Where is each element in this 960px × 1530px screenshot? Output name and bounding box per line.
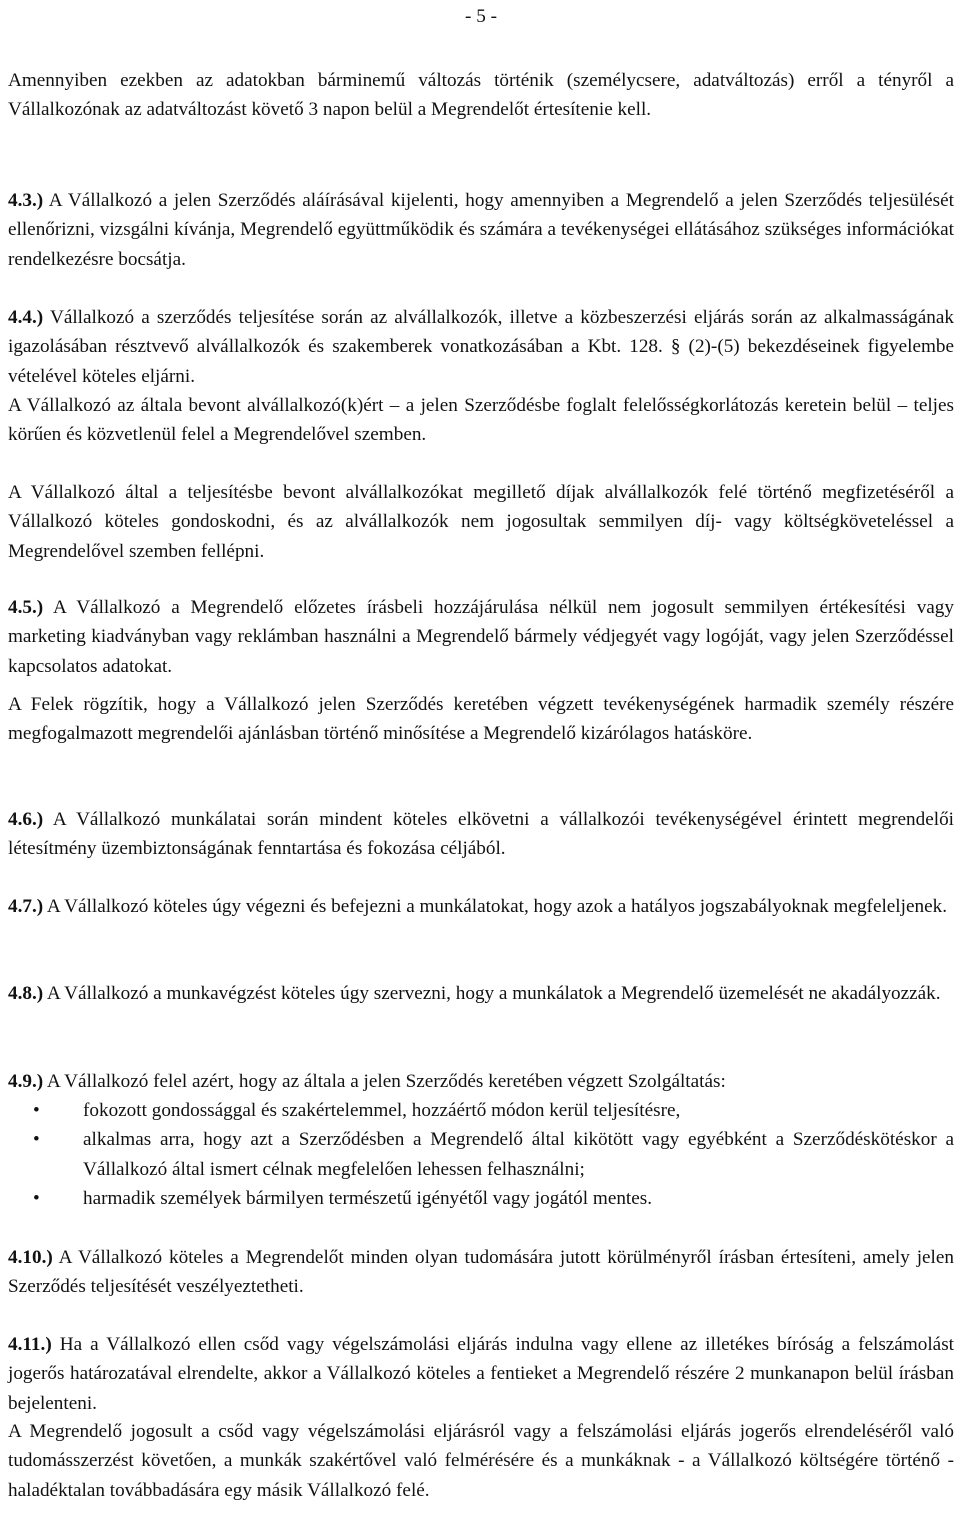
paragraph-text: Ha a Vállalkozó ellen csőd vagy végelszámolási eljárás indulna vagy ellene az illetékes bíróság a felszámolást jogerős határozatával elrendelte, akkor a Vállalkozó köteles a fentieket a Megrendelő részére 2 munkanapon belül írásban bejelenteni. [8, 1334, 954, 1414]
paragraph-4-6 [8, 805, 954, 864]
paragraph-text: A Felek rögzítik, hogy a Vállalkozó jelen Szerződés keretében végzett tevékenységének harmadik személy részére megfogalmazott megrendelői ajánlásban történő minősítése a Megrendelő kizárólagos hatásköre. [8, 694, 954, 745]
section-number: 4.8.) [8, 983, 44, 1004]
paragraph-text: Vállalkozó a szerződés teljesítése során az alvállalkozók, illetve a közbeszerzési eljárás során az alkalmasságának igazolásában résztvevő alvállalkozók és szakemberek vonatkozásában a Kbt. 128. § (2)-(5) bekezdéseinek figyelembe vételével köteles eljárni. [8, 307, 954, 387]
paragraph-4-8 [8, 979, 954, 1008]
paragraph-text: A Vállalkozó a munkavégzést köteles úgy szervezni, hogy a munkálatok a Megrendelő üzemelését ne akadályozzák. [43, 983, 941, 1004]
section-number: 4.6.) [8, 809, 44, 830]
paragraph-4-7 [8, 892, 954, 921]
bullet-list [8, 1096, 954, 1213]
paragraph-4-3 [8, 186, 954, 274]
paragraph-data-change [8, 66, 954, 125]
paragraph-text: A Vállalkozó által a teljesítésbe bevont alvállalkozókat megillető díjak alvállalkozók felé történő megfizetéséről a Vállalkozó köteles gondoskodni, és az alvállalkozók nem jogosultak semmilyen díj- vagy költségköveteléssel a Megrendelővel szemben fellépni. [8, 482, 954, 562]
paragraph-text: A Vállalkozó a jelen Szerződés aláírásával kijelenti, hogy amennyiben a Megrendelő a jelen Szerződés teljesülését ellenőrizni, vizsgálni kívánja, Megrendelő együttműködik és számára a tevékenységei ellátásához szükséges információkat rendelkezésre bocsátja. [8, 190, 954, 270]
paragraph-4-5 [8, 593, 954, 681]
paragraph-text: Amennyiben ezekben az adatokban bárminemű változás történik (személycsere, adatváltozás) erről a tényről a Vállalkozónak az adatváltozást követő 3 napon belül a Megrendelőt értesítenie kell. [8, 70, 954, 121]
section-number: 4.10.) [8, 1247, 53, 1268]
paragraph-subcontractor-fees [8, 478, 954, 566]
paragraph-4-10 [8, 1243, 954, 1302]
section-number: 4.3.) [8, 190, 44, 211]
section-number: 4.11.) [8, 1334, 52, 1355]
bullet-icon: • [33, 1100, 40, 1121]
paragraph-4-9 [8, 1067, 954, 1096]
list-item [8, 1096, 954, 1125]
section-number: 4.7.) [8, 896, 44, 917]
paragraph-4-11 [8, 1330, 954, 1418]
section-number: 4.4.) [8, 307, 44, 328]
list-item-text: fokozott gondossággal és szakértelemmel, hozzáértő módon kerül teljesítésre, [83, 1100, 681, 1121]
paragraph-text: A Vállalkozó köteles a Megrendelőt minden olyan tudomására jutott körülményről írásban értesíteni, amely jelen Szerződés teljesítését veszélyeztetheti. [8, 1247, 954, 1298]
list-item-text: alkalmas arra, hogy azt a Szerződésben a Megrendelő által kikötött vagy egyébként a Szerződéskötéskor a Vállalkozó által ismert célnak megfelelően lehessen felhasználni; [83, 1129, 954, 1180]
list-item-text: harmadik személyek bármilyen természetű igényétől vagy jogától mentes. [83, 1187, 653, 1209]
paragraph-text: A Vállalkozó felel azért, hogy az általa a jelen Szerződés keretében végzett Szolgáltatás: [43, 1071, 726, 1092]
list-item [8, 1125, 954, 1184]
section-number: 4.5.) [8, 597, 44, 618]
paragraph-parties-record [8, 690, 954, 749]
bullet-icon: • [33, 1187, 40, 1209]
paragraph-text: A Vállalkozó munkálatai során mindent köteles elkövetni a vállalkozói tevékenységével érintett megrendelői létesítmény üzembiztonságának fenntartása és fokozása céljából. [8, 809, 954, 860]
paragraph-text: A Vállalkozó az általa bevont alvállalkozó(k)ért – a jelen Szerződésbe foglalt felelősségkorlátozás keretein belül – teljes körűen és közvetlenül felel a Megrendelővel szemben. [8, 395, 954, 446]
paragraph-liquidation-rights [8, 1417, 954, 1505]
paragraph-text: A Megrendelő jogosult a csőd vagy végelszámolási eljárásról vagy a felszámolási eljárás jogerős elrendeléséről való tudomásszerzést követően, a munkák szakértővel való felmérésére és a munkáknak - a Vállalkozó költségére történő - haladéktalan továbbadására egy másik Vállalkozó felé. [8, 1421, 954, 1501]
paragraph-text: A Vállalkozó a Megrendelő előzetes írásbeli hozzájárulása nélkül nem jogosult semmilyen értékesítési vagy marketing kiadványban vagy reklámban használni a Megrendelő bármely védjegyét vagy logóját, vagy jelen Szerződéssel kapcsolatos adatokat. [8, 597, 954, 677]
paragraph-subcontractor-liability [8, 391, 954, 450]
section-number: 4.9.) [8, 1071, 44, 1092]
paragraph-text: A Vállalkozó köteles úgy végezni és befejezni a munkálatokat, hogy azok a hatályos jogszabályoknak megfeleljenek. [43, 896, 947, 917]
page-number: - 5 - [465, 6, 497, 27]
paragraph-4-4 [8, 303, 954, 391]
list-item [8, 1184, 954, 1213]
bullet-icon: • [33, 1129, 40, 1151]
